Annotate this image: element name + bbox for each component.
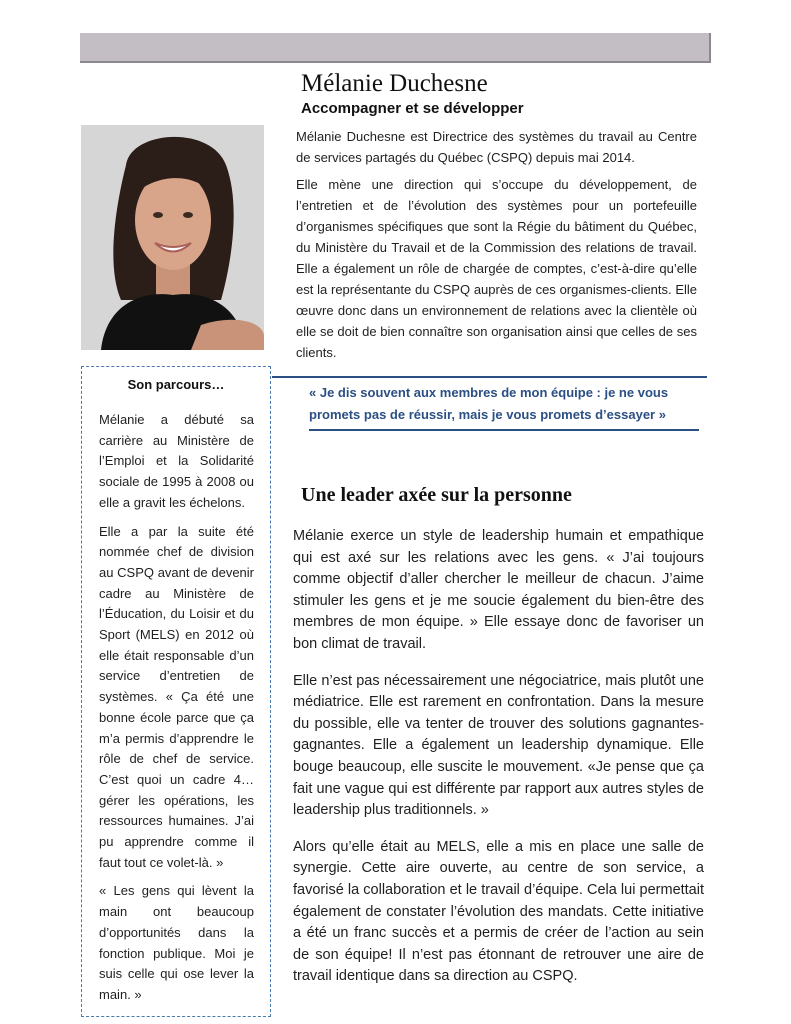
career-sidebar	[81, 366, 271, 1017]
sidebar-title: Son parcours…	[127, 377, 225, 392]
section-body	[293, 526, 704, 1003]
body-paragraph: Mélanie exerce un style de leadership humain et empathique qui est axé sur les relations avec les gens. « J’ai toujours comme objectif d’aller chercher le meilleur de chacun. J’aime stimuler les gens et je me soucie également du bien-être des membres de mon équipe. » Elle essaye donc de favoriser un bon climat de travail.	[293, 528, 704, 652]
intro-paragraph: Mélanie Duchesne est Directrice des systèmes du travail au Centre de services partagés du Québec (CSPQ) depuis mai 2014.	[296, 129, 697, 165]
portrait-photo	[81, 125, 264, 350]
portrait-illustration	[81, 125, 264, 350]
sidebar-paragraph: « Les gens qui lèvent la main ont beaucoup d’opportunités dans la fonction publique. Moi je suis celle qui ose lever la main. »	[99, 883, 254, 1002]
person-name: Mélanie Duchesne	[301, 70, 488, 97]
body-paragraph: Elle n’est pas nécessairement une négociatrice, mais plutôt une médiatrice. Elle est rarement en confrontation. Dans la mesure du possible, elle va tenter de trouver des solutions gagnantes-gagnantes. Elle a également un leadership dynamique. Elle bouge beaucoup, elle suscite le mouvement. «Je pense que ça fait une vague qui est différente par rapport aux autres styles de leadership plus traditionnels. »	[293, 672, 704, 819]
header-bar	[80, 33, 711, 63]
sidebar-paragraph: Mélanie a débuté sa carrière au Ministère de l’Emploi et la Solidarité sociale de 1995 à 2008 ou elle a gravit les échelons.	[99, 412, 254, 510]
quote-divider-top	[272, 376, 707, 378]
section-title: Une leader axée sur la personne	[301, 484, 572, 506]
sidebar-text	[99, 410, 254, 1014]
sidebar-paragraph: Elle a par la suite été nommée chef de division au CSPQ avant de devenir cadre au Ministère de l’Éducation, du Loisir et du Sport (MELS) en 2012 où elle était responsable d’un service d’entretien de systèmes. « Ça été une bonne école parce que ça m’a permis d’apprendre le rôle de chef de service. C’est quoi un cadre 4… gérer les opérations, les ressources humaines. J’ai pu apprendre comme il faut tout ce volet-là. »	[99, 523, 254, 870]
quote-divider-bottom	[309, 429, 699, 431]
intro-paragraph: Elle mène une direction qui s’occupe du développement, de l’entretien et de l’évolution des systèmes pour un portefeuille d’organismes spécifiques que sont la Régie du bâtiment du Québec, du Ministère du Travail et de la Commission des relations de travail. Elle a également un rôle de chargée de comptes, c’est-à-dire qu’elle est la représentante du CSPQ auprès de ces organismes-clients. Elle œuvre donc dans un environnement de relations avec la clientèle où elle se doit de bien connaître son organisation ainsi que celles de ses clients.	[296, 177, 697, 360]
quote-text: « Je dis souvent aux membres de mon équipe : je ne vous promets pas de réussir, mais je vous promets d’essayer »	[309, 385, 669, 422]
subtitle: Accompagner et se développer	[301, 100, 524, 117]
body-paragraph: Alors qu’elle était au MELS, elle a mis en place une salle de synergie. Cette aire ouverte, au centre de son service, a favorisé la collaboration et le travail d’équipe. Cela lui permettait également de constater l’évolution des mandats. Cette initiative a été un franc succès et a permis de créer de l’action au sein de son équipe! Il n’est pas étonnant de retrouver une aire de travail identique dans sa direction au CSPQ.	[293, 838, 704, 985]
intro-text	[296, 126, 697, 369]
